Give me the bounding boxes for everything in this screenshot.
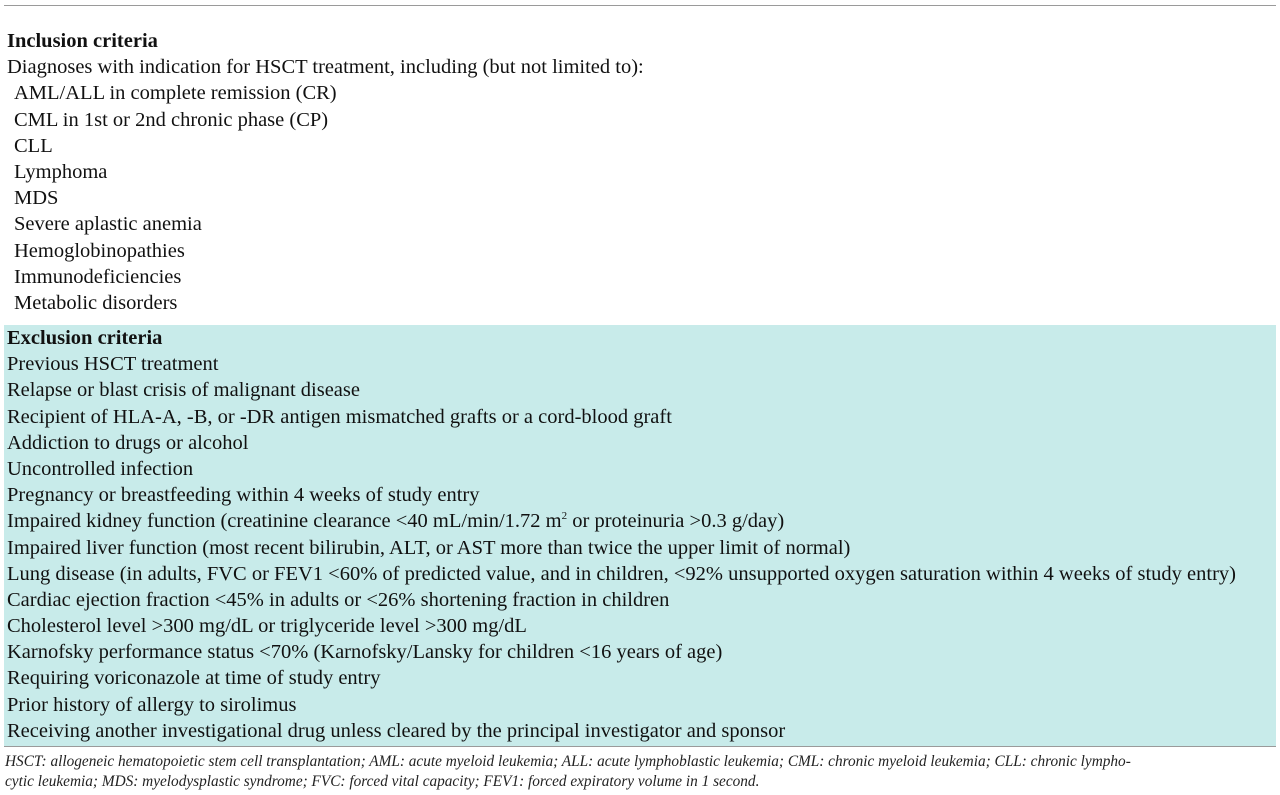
kidney-superscript: 2 [561, 510, 568, 523]
table-footnote [5, 752, 1273, 792]
exclusion-item: Uncontrolled infection [7, 457, 194, 480]
exclusion-item: Receiving another investigational drug unless cleared by the principal investigator and sponsor [7, 719, 786, 742]
exclusion-item-kidney [4, 508, 1276, 534]
kidney-text-after: or proteinuria >0.3 g/day) [567, 510, 785, 533]
exclusion-item: Previous HSCT treatment [7, 353, 219, 376]
inclusion-item: MDS [14, 187, 59, 210]
exclusion-section [4, 325, 1276, 746]
inclusion-item: CML in 1st or 2nd chronic phase (CP) [14, 108, 329, 131]
exclusion-item: Pregnancy or breastfeeding within 4 weeks of study entry [7, 484, 480, 507]
inclusion-item: CLL [14, 134, 53, 157]
inclusion-intro: Diagnoses with indication for HSCT treatment, including (but not limited to): [7, 56, 644, 79]
exclusion-item: Cardiac ejection fraction <45% in adults or <26% shortening fraction in children [7, 588, 670, 611]
exclusion-item: Recipient of HLA-A, -B, or -DR antigen mismatched grafts or a cord-blood graft [7, 405, 672, 428]
footnote-line-1: HSCT: allogeneic hematopoietic stem cell transplantation; AML: acute myeloid leukemia; ALL: acute lymphoblastic leukemia; CML: chronic myeloid leukemia; CLL: chronic lympho- [5, 753, 1131, 770]
kidney-text-before: Impaired kidney function (creatinine clearance <40 mL/min/1.72 m [7, 510, 562, 533]
exclusion-item: Addiction to drugs or alcohol [7, 431, 249, 454]
table-top-rule [4, 5, 1276, 6]
exclusion-heading: Exclusion criteria [7, 327, 163, 349]
exclusion-item: Impaired liver function (most recent bilirubin, ALT, or AST more than twice the upper limit of normal) [7, 536, 851, 559]
inclusion-item: Severe aplastic anemia [14, 213, 202, 236]
exclusion-item: Relapse or blast crisis of malignant disease [7, 379, 360, 402]
inclusion-item: Metabolic disorders [14, 291, 178, 314]
exclusion-item: Requiring voriconazole at time of study entry [7, 667, 381, 690]
exclusion-item: Cholesterol level >300 mg/dL or triglyceride level >300 mg/dL [7, 615, 527, 638]
footnote-line-2: cytic leukemia; MDS: myelodysplastic syndrome; FVC: forced vital capacity; FEV1: forced expiratory volume in 1 second. [5, 773, 760, 790]
exclusion-item: Lung disease (in adults, FVC or FEV1 <60% of predicted value, and in children, <92% unsupported oxygen saturation within 4 weeks of study entry) [7, 562, 1236, 585]
exclusion-item: Karnofsky performance status <70% (Karnofsky/Lansky for children <16 years of age) [7, 641, 723, 664]
inclusion-heading: Inclusion criteria [7, 30, 158, 52]
inclusion-section [4, 28, 1276, 316]
inclusion-item: Hemoglobinopathies [14, 239, 185, 262]
table-bottom-rule [4, 746, 1276, 747]
inclusion-item: AML/ALL in complete remission (CR) [14, 82, 337, 105]
exclusion-item: Prior history of allergy to sirolimus [7, 693, 297, 716]
inclusion-item: Immunodeficiencies [14, 265, 182, 288]
inclusion-item: Lymphoma [14, 160, 108, 183]
